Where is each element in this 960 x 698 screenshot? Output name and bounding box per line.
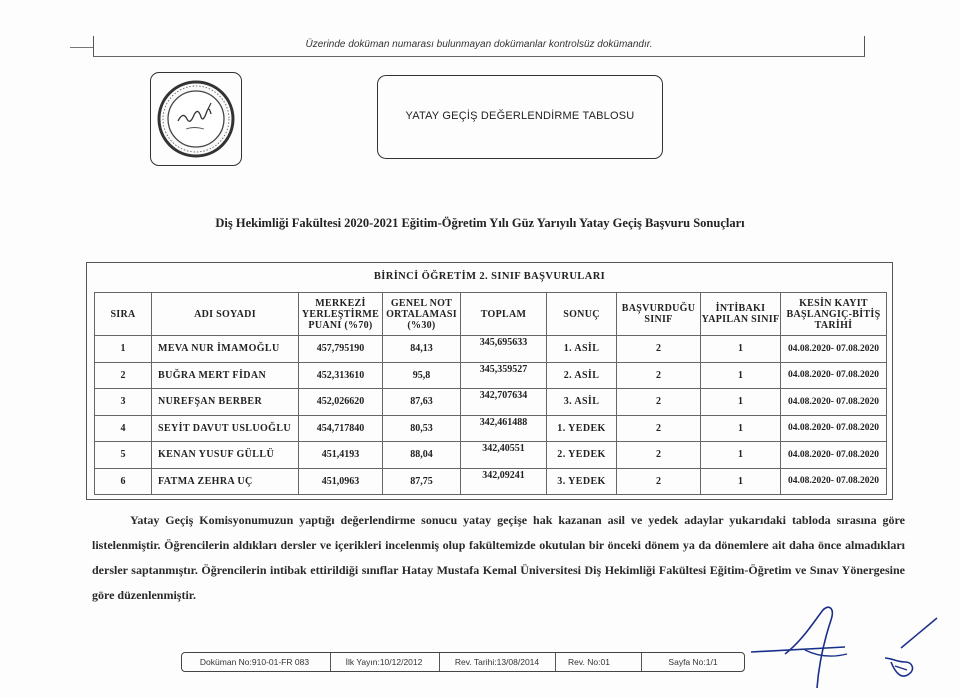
cell-toplam: 342,707634 bbox=[461, 389, 547, 416]
cell-sira: 5 bbox=[95, 442, 152, 469]
footer-sayfa-no: Sayfa No:1/1 bbox=[668, 657, 718, 667]
cell-sonuc: 2. ASİL bbox=[547, 362, 617, 389]
cell-intibak: 1 bbox=[701, 336, 781, 363]
footer-divider bbox=[641, 653, 642, 671]
cell-puan: 454,717840 bbox=[299, 415, 383, 442]
table-row bbox=[95, 362, 887, 389]
cell-toplam: 345,695633 bbox=[461, 336, 547, 363]
cell-puan: 452,313610 bbox=[299, 362, 383, 389]
signature-icon bbox=[745, 600, 945, 692]
document-heading: Diş Hekimliği Fakültesi 2020-2021 Eğitim-Öğretim Yılı Güz Yarıyılı Yatay Geçiş Başvuru Sonuçları bbox=[215, 216, 745, 230]
cell-tarih: 04.08.2020- 07.08.2020 bbox=[781, 362, 887, 389]
cell-sonuc: 1. YEDEK bbox=[547, 415, 617, 442]
cell-basvurdugu: 2 bbox=[617, 442, 701, 469]
logo-box bbox=[150, 72, 242, 166]
document-notice-bar bbox=[93, 36, 865, 57]
university-seal-icon bbox=[156, 79, 236, 159]
column-header: GENEL NOT ORTALAMASI (%30) bbox=[383, 293, 461, 336]
cell-tarih: 04.08.2020- 07.08.2020 bbox=[781, 415, 887, 442]
cell-basvurdugu: 2 bbox=[617, 362, 701, 389]
cell-toplam: 342,09241 bbox=[461, 468, 547, 495]
document-title: YATAY GEÇİŞ DEĞERLENDİRME TABLOSU bbox=[405, 110, 635, 122]
table-row bbox=[95, 415, 887, 442]
footer-divider bbox=[439, 653, 440, 671]
column-header: SIRA bbox=[95, 293, 152, 336]
cell-tarih: 04.08.2020- 07.08.2020 bbox=[781, 389, 887, 416]
document-footer bbox=[181, 652, 745, 672]
cell-basvurdugu: 2 bbox=[617, 336, 701, 363]
cell-sira: 1 bbox=[95, 336, 152, 363]
footer-ilk-yayin: İlk Yayın:10/12/2012 bbox=[345, 657, 423, 667]
cell-name: KENAN YUSUF GÜLLÜ bbox=[152, 442, 299, 469]
cell-intibak: 1 bbox=[701, 362, 781, 389]
cell-intibak: 1 bbox=[701, 442, 781, 469]
cell-sonuc: 3. ASİL bbox=[547, 389, 617, 416]
cell-name: SEYİT DAVUT USLUOĞLU bbox=[152, 415, 299, 442]
cell-puan: 452,026620 bbox=[299, 389, 383, 416]
table-row bbox=[95, 336, 887, 363]
column-header: MERKEZİ YERLEŞTİRME PUANI (%70) bbox=[299, 293, 383, 336]
table-row bbox=[95, 389, 887, 416]
cell-sira: 3 bbox=[95, 389, 152, 416]
notice-tick-line bbox=[70, 47, 94, 48]
document-notice-text: Üzerinde doküman numarası bulunmayan dokümanlar kontrolsüz dokümandır. bbox=[305, 39, 653, 50]
cell-name: MEVA NUR İMAMOĞLU bbox=[152, 336, 299, 363]
cell-name: BUĞRA MERT FİDAN bbox=[152, 362, 299, 389]
footer-rev-no: Rev. No:01 bbox=[568, 657, 610, 667]
cell-tarih: 04.08.2020- 07.08.2020 bbox=[781, 468, 887, 495]
cell-gno: 84,13 bbox=[383, 336, 461, 363]
cell-sira: 6 bbox=[95, 468, 152, 495]
cell-sonuc: 1. ASİL bbox=[547, 336, 617, 363]
cell-puan: 451,4193 bbox=[299, 442, 383, 469]
column-header: SONUÇ bbox=[547, 293, 617, 336]
cell-intibak: 1 bbox=[701, 389, 781, 416]
column-header: TOPLAM bbox=[461, 293, 547, 336]
footer-divider bbox=[330, 653, 331, 671]
table-header-row bbox=[95, 293, 887, 336]
cell-basvurdugu: 2 bbox=[617, 389, 701, 416]
cell-intibak: 1 bbox=[701, 415, 781, 442]
cell-tarih: 04.08.2020- 07.08.2020 bbox=[781, 442, 887, 469]
cell-toplam: 345,359527 bbox=[461, 362, 547, 389]
column-header: KESİN KAYIT BAŞLANGIÇ-BİTİŞ TARİHİ bbox=[781, 293, 887, 336]
column-header: ADI SOYADI bbox=[152, 293, 299, 336]
table-row bbox=[95, 468, 887, 495]
cell-sira: 4 bbox=[95, 415, 152, 442]
cell-basvurdugu: 2 bbox=[617, 468, 701, 495]
column-header: BAŞVURDUĞU SINIF bbox=[617, 293, 701, 336]
footer-rev-tarihi: Rev. Tarihi:13/08/2014 bbox=[454, 657, 540, 667]
cell-name: NUREFŞAN BERBER bbox=[152, 389, 299, 416]
cell-toplam: 342,40551 bbox=[461, 442, 547, 469]
cell-puan: 451,0963 bbox=[299, 468, 383, 495]
cell-gno: 87,75 bbox=[383, 468, 461, 495]
cell-puan: 457,795190 bbox=[299, 336, 383, 363]
cell-name: FATMA ZEHRA UÇ bbox=[152, 468, 299, 495]
cell-gno: 80,53 bbox=[383, 415, 461, 442]
title-box bbox=[377, 75, 663, 159]
cell-gno: 87,63 bbox=[383, 389, 461, 416]
cell-toplam: 342,461488 bbox=[461, 415, 547, 442]
results-table bbox=[94, 292, 887, 495]
footer-divider bbox=[555, 653, 556, 671]
cell-sonuc: 3. YEDEK bbox=[547, 468, 617, 495]
result-explanation-paragraph: Yatay Geçiş Komisyonumuzun yaptığı değerlendirme sonucu yatay geçişe hak kazanan asil ve yedek adaylar yukarıdaki tabloda sırasına göre listelenmiştir. Öğrencilerin aldıkları dersler ve içerikleri incelenmiş olup fakültemizde okutulan bir önceki dönem ya da dönemlere ait daha önce almadıkları dersler saptanmıştır. Öğrencilerin intibak ettirildiği sınıflar Hatay Mustafa Kemal Üniversitesi Diş Hekimliği Fakültesi Eğitim-Öğretim ve Sınav Yönergesine göre düzenlenmiştir. bbox=[92, 513, 905, 602]
footer-doc-no: Doküman No:910-01-FR 083 bbox=[199, 657, 310, 667]
cell-gno: 88,04 bbox=[383, 442, 461, 469]
table-row bbox=[95, 442, 887, 469]
cell-intibak: 1 bbox=[701, 468, 781, 495]
table-caption: BİRİNCİ ÖĞRETİM 2. SINIF BAŞVURULARI bbox=[373, 271, 606, 282]
cell-basvurdugu: 2 bbox=[617, 415, 701, 442]
column-header: İNTİBAKI YAPILAN SINIF bbox=[701, 293, 781, 336]
cell-sonuc: 2. YEDEK bbox=[547, 442, 617, 469]
cell-gno: 95,8 bbox=[383, 362, 461, 389]
cell-tarih: 04.08.2020- 07.08.2020 bbox=[781, 336, 887, 363]
cell-sira: 2 bbox=[95, 362, 152, 389]
